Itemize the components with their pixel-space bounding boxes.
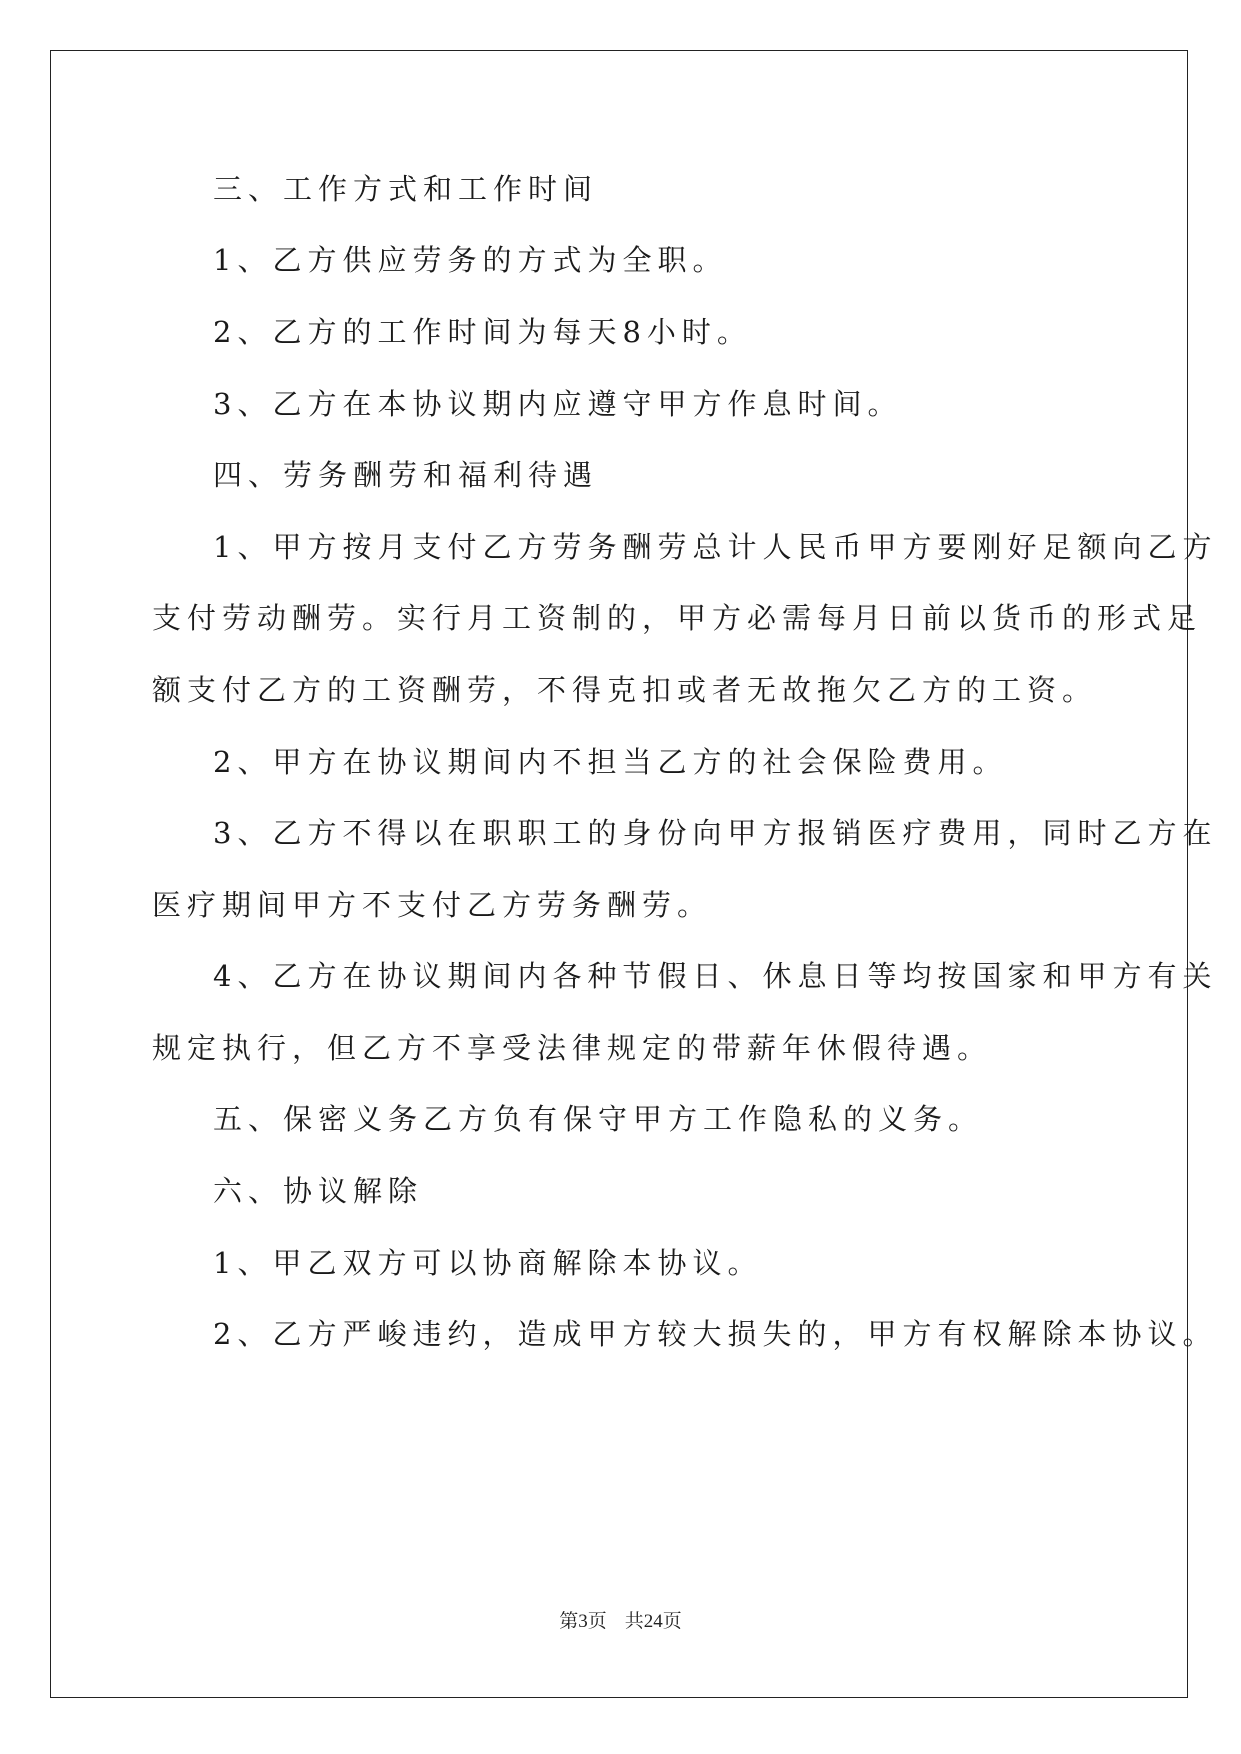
paragraph-line: 3、乙方不得以在职职工的身份向甲方报销医疗费用，同时乙方在 bbox=[213, 816, 1218, 850]
paragraph-line: 额支付乙方的工资酬劳，不得克扣或者无故拖欠乙方的工资。 bbox=[152, 673, 1098, 707]
section-heading-3: 三、工作方式和工作时间 bbox=[213, 172, 599, 206]
paragraph-line: 规定执行，但乙方不享受法律规定的带薪年休假待遇。 bbox=[152, 1031, 993, 1065]
section-heading-4: 四、劳务酬劳和福利待遇 bbox=[213, 458, 599, 492]
paragraph-line: 1、乙方供应劳务的方式为全职。 bbox=[213, 243, 728, 277]
section-heading-5: 五、保密义务乙方负有保守甲方工作隐私的义务。 bbox=[213, 1102, 984, 1136]
paragraph-line: 2、乙方的工作时间为每天8小时。 bbox=[213, 315, 752, 349]
page-number: 第3页 bbox=[559, 1611, 607, 1632]
paragraph-line: 2、甲方在协议期间内不担当乙方的社会保险费用。 bbox=[213, 745, 1008, 779]
paragraph-line: 4、乙方在协议期间内各种节假日、休息日等均按国家和甲方有关 bbox=[213, 959, 1218, 993]
paragraph-line: 1、甲乙双方可以协商解除本协议。 bbox=[213, 1246, 763, 1280]
paragraph-line: 3、乙方在本协议期内应遵守甲方作息时间。 bbox=[213, 387, 903, 421]
paragraph-line: 1、甲方按月支付乙方劳务酬劳总计人民币甲方要刚好足额向乙方 bbox=[213, 530, 1218, 564]
paragraph-line: 医疗期间甲方不支付乙方劳务酬劳。 bbox=[152, 888, 713, 922]
page-total: 共24页 bbox=[624, 1611, 682, 1632]
paragraph-line: 支付劳动酬劳。实行月工资制的，甲方必需每月日前以货币的形式足 bbox=[152, 601, 1203, 635]
page-border bbox=[50, 50, 1188, 1698]
page-footer bbox=[0, 1606, 1241, 1633]
section-heading-6: 六、协议解除 bbox=[213, 1174, 424, 1208]
paragraph-line: 2、乙方严峻违约，造成甲方较大损失的，甲方有权解除本协议。 bbox=[213, 1317, 1218, 1351]
